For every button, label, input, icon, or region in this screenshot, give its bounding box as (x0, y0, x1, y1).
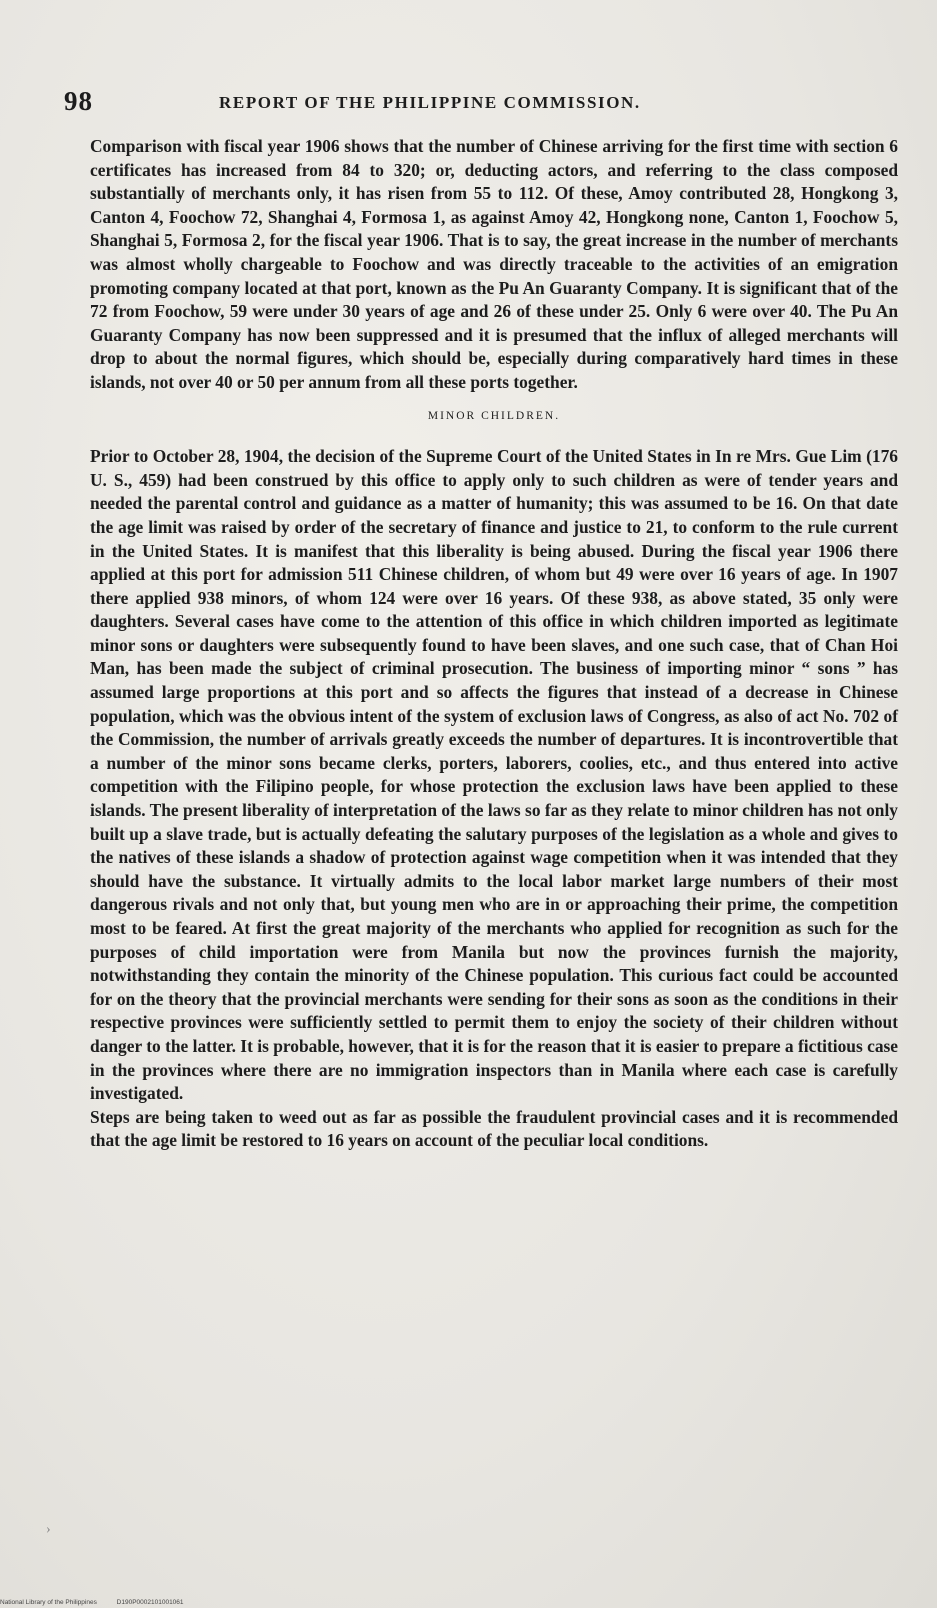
page-number: 98 (64, 86, 93, 116)
paragraph-merchants: Comparison with fiscal year 1906 shows that the number of Chinese arriving for the first time with section 6 certificates has increased from 84 to 320; or, deducting actors, and referring to the class composed substantially of merchants only, it has risen from 55 to 112. Of these, Amoy contributed 28, Hongkong 3, Canton 4, Foochow 72, Shanghai 4, Formosa 1, as against Amoy 42, Hongkong none, Canton 1, Foochow 5, Shanghai 5, Formosa 2, for the fiscal year 1906. That is to say, the great increase in the number of merchants was almost wholly chargeable to Foochow and was directly traceable to the activities of an emigration promoting company located at that port, known as the Pu An Guaranty Company. It is significant that of the 72 from Foochow, 59 were under 30 years of age and 26 of these under 25. Only 6 were over 40. The Pu An Guaranty Company has now been suppressed and it is presumed that the influx of alleged merchants will drop to about the normal figures, which should be, especially during comparatively hard times in these islands, not over 40 or 50 per annum from all these ports together. (90, 136, 898, 392)
scan-footer (0, 1599, 202, 1606)
page-header (64, 86, 884, 122)
paragraph-minor-children: Prior to October 28, 1904, the decision of the Supreme Court of the United States in In re Mrs. Gue Lim (176 U. S., 459) had been construed by this office to apply only to such children as were of tender years and needed the parental control and guidance as a matter of humanity; this was assumed to be 16. On that date the age limit was raised by order of the secretary of finance and justice to 21, to conform to the rule current in the United States. It is manifest that this liberality is being abused. During the fiscal year 1906 there applied at this port for admission 511 Chinese children, of whom but 49 were over 16 years of age. In 1907 there applied 938 minors, of whom 124 were over 16 years. Of these 938, as above stated, 35 only were daughters. Several cases have come to the attention of this office in which children imported as legitimate minor sons or daughters were subsequently found to have been slaves, and one such case, that of Chan Hoi Man, has been made the subject of criminal prosecution. The business of importing minor “ sons ” has assumed large proportions at this port and so affects the figures that instead of a decrease in Chinese population, which was the obvious intent of the system of exclusion laws of Congress, as also of act No. 702 of the Commission, the number of arrivals greatly exceeds the number of departures. It is incontrovertible that a number of the minor sons became clerks, porters, laborers, coolies, etc., and thus entered into active competition with the Filipino people, for whose protection the exclusion laws have been applied to these islands. The present liberality of interpretation of the laws so far as they relate to minor children has not only built up a slave trade, but is actually defeating the salutary purposes of the legislation as a whole and gives to the natives of these islands a shadow of protection against wage competition when it was intended that they should have the substance. It virtually admits to the local labor market large numbers of their most dangerous rivals and not only that, but young men who are in or approaching their prime, the competition most to be feared. At first the great majority of the merchants who applied for recognition as such for the purposes of child importation were from Manila but now the provinces furnish the majority, notwithstanding they contain the minority of the Chinese population. This curious fact could be accounted for on the theory that the provincial merchants were sending for their sons as soon as the conditions in their respective provinces were sufficiently settled to permit them to enjoy the society of their children without danger to the latter. It is probable, however, that it is for the reason that it is easier to prepare a fictitious case in the provinces where there are no immigration inspectors than in Manila where each case is carefully investigated. (90, 446, 898, 1104)
paragraph-recommendation: Steps are being taken to weed out as far as possible the fraudulent provincial cases and it is recommended that the age limit be restored to 16 years on account of the peculiar local conditions. (90, 1106, 898, 1151)
running-head: REPORT OF THE PHILIPPINE COMMISSION. (219, 93, 641, 112)
section-heading: MINOR CHILDREN. (427, 409, 561, 422)
footer-identifier: D190P0002101001061 (116, 1599, 184, 1606)
footer-library: National Library of the Philippines (0, 1599, 97, 1606)
body-text (90, 135, 898, 1153)
scan-mark: › (46, 1522, 51, 1537)
